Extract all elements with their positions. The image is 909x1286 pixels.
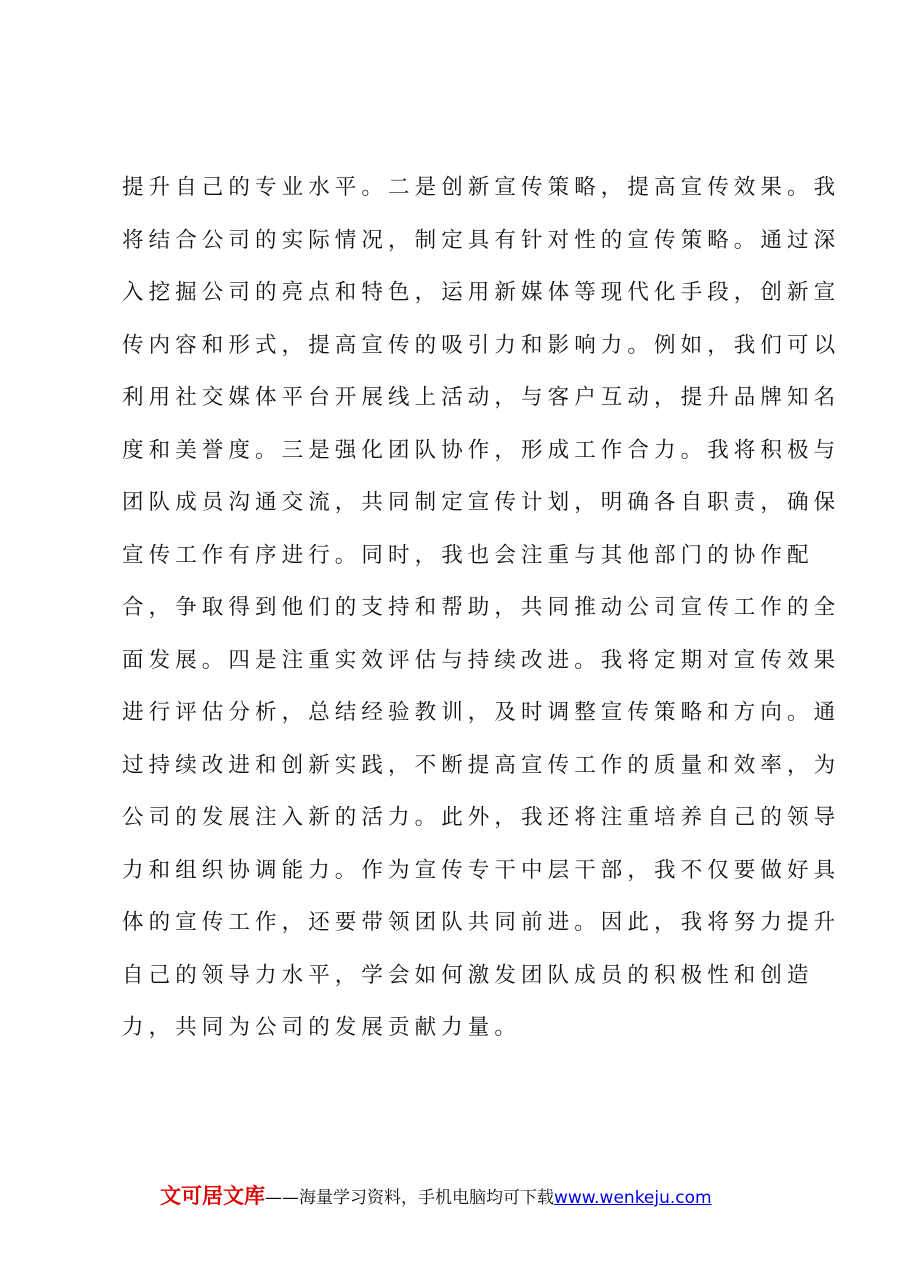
body-line: 面发展。四是注重实效评估与持续改进。我将定期对宣传效果 [122, 647, 841, 673]
body-line: 公司的发展注入新的活力。此外，我还将注重培养自己的领导 [122, 805, 841, 830]
body-line: 度和美誉度。三是强化团队协作，形成工作合力。我将积极与 [122, 437, 841, 463]
body-line: 团队成员沟通交流，共同制定宣传计划，明确各自职责，确保 [122, 490, 841, 515]
body-line: 力和组织协调能力。作为宣传专干中层干部，我不仅要做好具 [122, 857, 841, 883]
body-line: 宣传工作有序进行。同时，我也会注重与其他部门的协作配 [122, 542, 814, 568]
footer-tagline: ——海量学习资料，手机电脑均可下载 [265, 1188, 554, 1208]
body-text [122, 162, 841, 1055]
body-line: 入挖掘公司的亮点和特色，运用新媒体等现代化手段，创新宣 [122, 280, 841, 305]
body-line: 过持续改进和创新实践，不断提高宣传工作的质量和效率，为 [122, 752, 841, 778]
page-footer [160, 1178, 712, 1214]
body-line: 力，共同为公司的发展贡献力量。 [122, 1015, 522, 1040]
body-line: 合，争取得到他们的支持和帮助，共同推动公司宣传工作的全 [122, 595, 841, 620]
footer-brand: 文可居文库 [160, 1184, 265, 1208]
body-line: 传内容和形式，提高宣传的吸引力和影响力。例如，我们可以 [122, 332, 841, 358]
body-line: 将结合公司的实际情况，制定具有针对性的宣传策略。通过深 [122, 227, 841, 253]
body-line: 自己的领导力水平，学会如何激发团队成员的积极性和创造 [122, 962, 814, 988]
body-line: 进行评估分析，总结经验教训，及时调整宣传策略和方向。通 [122, 700, 841, 725]
body-line: 提升自己的专业水平。二是创新宣传策略，提高宣传效果。我 [122, 175, 841, 200]
body-line: 体的宣传工作，还要带领团队共同前进。因此，我将努力提升 [122, 910, 841, 935]
body-line: 利用社交媒体平台开展线上活动，与客户互动，提升品牌知名 [122, 385, 841, 410]
footer-url-link[interactable]: www.wenkeju.com [554, 1188, 712, 1208]
